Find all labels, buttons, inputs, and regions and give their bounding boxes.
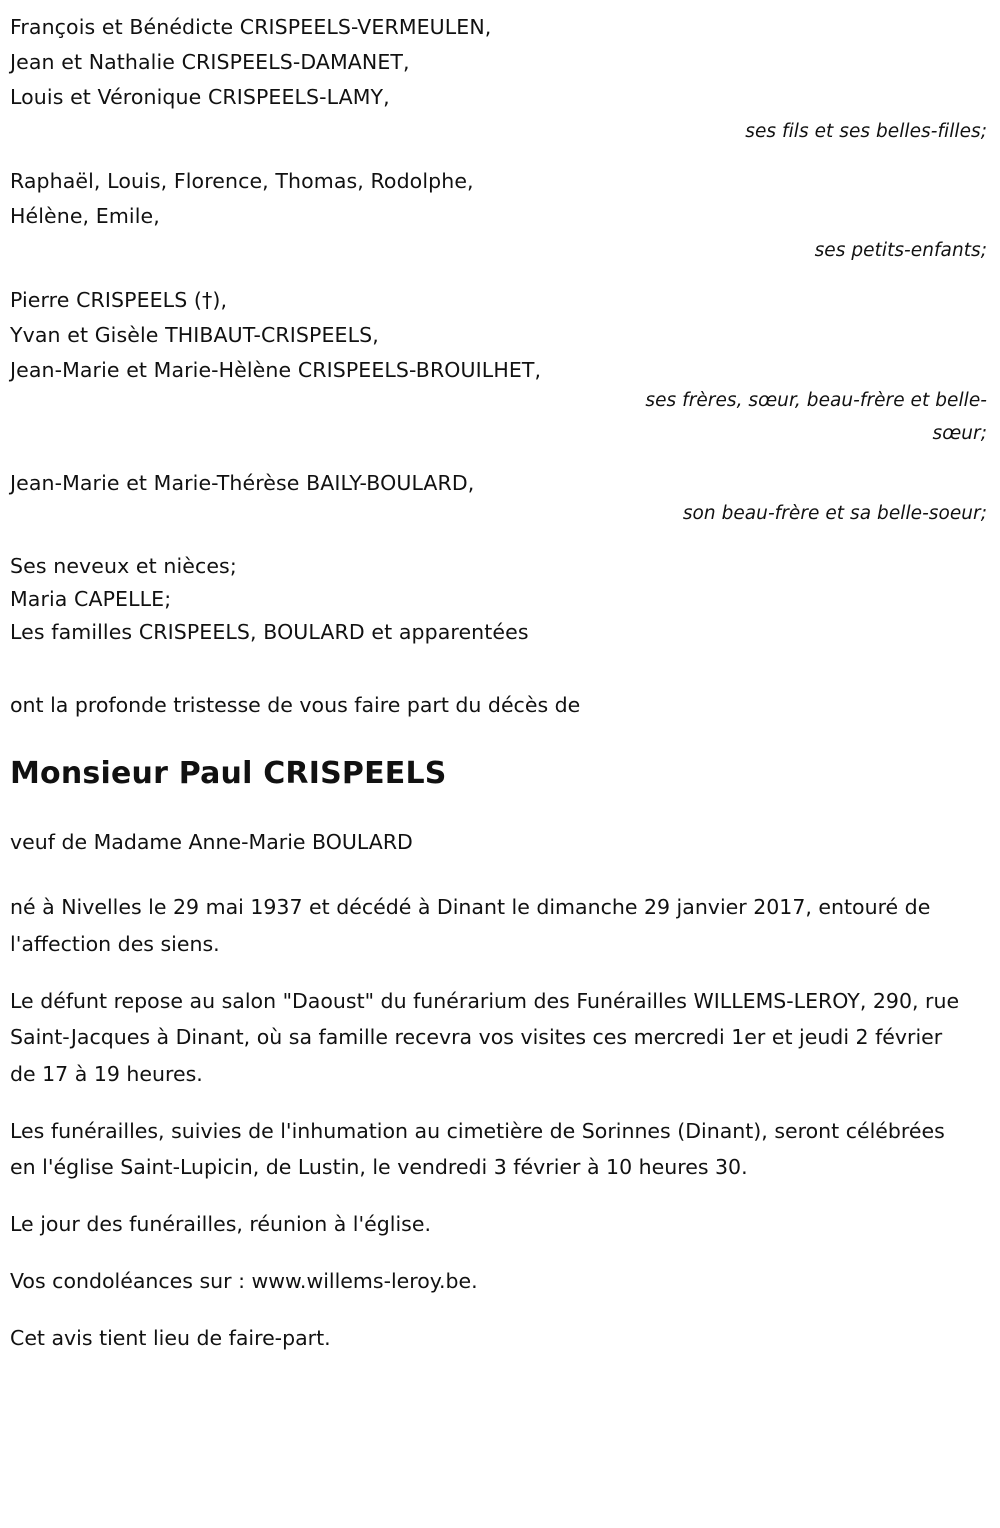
name-line: Jean-Marie et Marie-Hèlène CRISPEELS-BROUILHET, [10, 358, 542, 382]
name-line: Yvan et Gisèle THIBAUT-CRISPEELS, [10, 323, 379, 347]
name-line: Raphaël, Louis, Florence, Thomas, Rodolphe, [10, 169, 474, 193]
condolences-paragraph: Vos condoléances sur : www.willems-leroy.be. [10, 1269, 478, 1293]
relation-group-other-family [10, 550, 992, 649]
relation-names [10, 466, 717, 501]
relation-role-label: son beau-frère et sa belle-soeur; [682, 503, 987, 524]
relation-names [10, 283, 717, 388]
faire-part-notice-paragraph: Cet avis tient lieu de faire-part. [10, 1326, 331, 1350]
relation-group-sons [10, 10, 992, 148]
name-line: Hélène, Emile, [10, 204, 160, 228]
relation-group-in-laws [10, 466, 992, 530]
announcement-section [0, 690, 1000, 857]
relation-names [10, 10, 717, 115]
relation-names [10, 164, 717, 234]
spouse-line: veuf de Madame Anne-Marie BOULARD [10, 830, 413, 854]
name-line: Pierre CRISPEELS (†), [10, 288, 228, 312]
birth-death-paragraph: né à Nivelles le 29 mai 1937 et décédé à Dinant le dimanche 29 janvier 2017, entouré de l'affection des siens. [10, 895, 931, 956]
relation-group-siblings [10, 283, 992, 450]
name-line: Les familles CRISPEELS, BOULARD et apparentées [10, 620, 529, 644]
name-line: Jean et Nathalie CRISPEELS-DAMANET, [10, 50, 410, 74]
name-line: Ses neveux et nièces; [10, 554, 237, 578]
announcement-lead-text: ont la profonde tristesse de vous faire part du décès de [10, 693, 581, 717]
gathering-paragraph: Le jour des funérailles, réunion à l'église. [10, 1212, 431, 1236]
name-line: Jean-Marie et Marie-Thérèse BAILY-BOULARD, [10, 471, 475, 495]
relation-role-label: ses fils et ses belles-filles; [745, 121, 987, 142]
relation-group-grandchildren [10, 164, 992, 267]
relations-section [0, 0, 1000, 649]
repose-paragraph: Le défunt repose au salon "Daoust" du funérarium des Funérailles WILLEMS-LEROY, 290, rue Saint-Jacques à Dinant, où sa famille recevra vos visites ces mercredi 1er et jeudi 2 février de 17 à 19 heures. [10, 988, 960, 1086]
name-line: Maria CAPELLE; [10, 587, 172, 611]
deceased-name-heading: Monsieur Paul CRISPEELS [10, 756, 447, 791]
funeral-paragraph: Les funérailles, suivies de l'inhumation au cimetière de Sorinnes (Dinant), seront célébrées en l'église Saint-Lupicin, de Lustin, le vendredi 3 février à 10 heures 30. [10, 1118, 945, 1179]
relation-role-label: ses frères, sœur, beau-frère et belle-sœur; [645, 390, 987, 444]
details-section [0, 889, 1000, 1357]
name-line: François et Bénédicte CRISPEELS-VERMEULEN, [10, 15, 492, 39]
name-line: Louis et Véronique CRISPEELS-LAMY, [10, 85, 390, 109]
relation-role-label: ses petits-enfants; [814, 240, 987, 261]
